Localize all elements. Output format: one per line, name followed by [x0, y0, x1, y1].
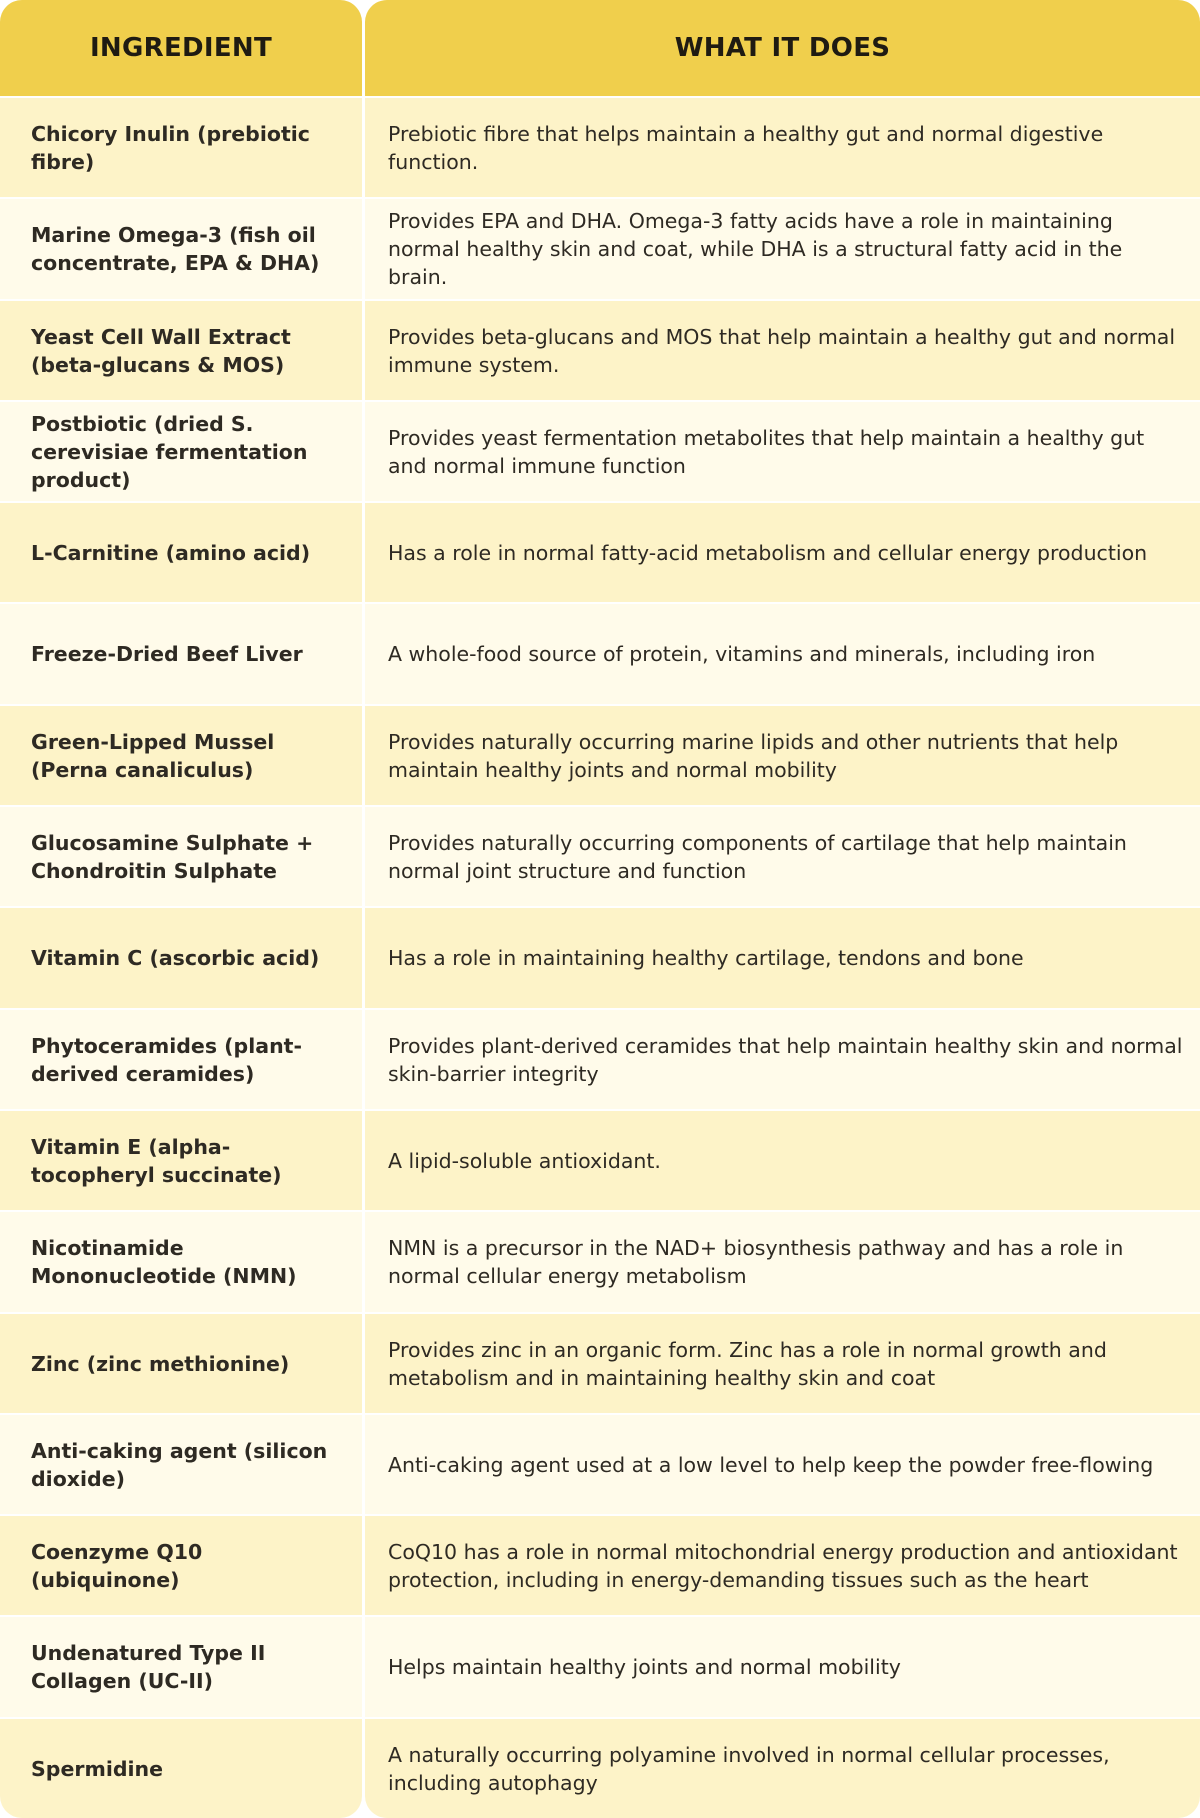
description-cell	[365, 602, 1200, 704]
description-column	[365, 0, 1200, 1818]
description-cell	[365, 906, 1200, 1008]
ingredient-description: Provides naturally occurring marine lipids and other nutrients that help maintain healthy joints and normal mobility	[388, 729, 1119, 782]
ingredient-name: Marine Omega-3 (fish oil concentrate, EPA & DHA)	[31, 223, 320, 275]
ingredient-description: Provides zinc in an organic form. Zinc has a role in normal growth and metabolism and in maintaining healthy skin and coat	[388, 1337, 1107, 1390]
description-cell	[365, 1210, 1200, 1312]
description-cell	[365, 1413, 1200, 1514]
description-cell	[365, 400, 1200, 501]
description-cell	[365, 1615, 1200, 1717]
description-cell	[365, 299, 1200, 400]
ingredient-name: Nicotinamide Mononucleotide (NMN)	[31, 1236, 297, 1288]
ingredient-cell	[0, 400, 362, 501]
ingredient-list	[0, 96, 362, 1818]
ingredient-cell	[0, 299, 362, 400]
ingredient-name: Undenatured Type II Collagen (UC-II)	[31, 1641, 266, 1693]
ingredient-cell	[0, 1008, 362, 1109]
ingredient-cell	[0, 1615, 362, 1717]
ingredient-name: L-Carnitine (amino acid)	[31, 540, 311, 565]
description-cell	[365, 1514, 1200, 1615]
description-list	[365, 96, 1200, 1818]
ingredient-name: Freeze-Dried Beef Liver	[31, 642, 303, 666]
ingredient-description: Anti-caking agent used at a low level to help keep the powder free-flowing	[388, 1452, 1154, 1477]
ingredient-cell	[0, 906, 362, 1008]
ingredient-description: Provides naturally occurring components of cartilage that help maintain normal joint structure and function	[388, 830, 1127, 883]
ingredient-name: Yeast Cell Wall Extract (beta-glucans & MOS)	[31, 324, 291, 377]
description-cell	[365, 1312, 1200, 1413]
ingredient-description: A whole-food source of protein, vitamins and minerals, including iron	[388, 642, 1096, 666]
ingredient-cell	[0, 1413, 362, 1514]
ingredient-name: Anti-caking agent (silicon dioxide)	[31, 1438, 328, 1491]
ingredient-description: A lipid-soluble antioxidant.	[388, 1148, 661, 1173]
ingredient-description: CoQ10 has a role in normal mitochondrial energy production and antioxidant protection, including in energy-demanding tissues such as the heart	[388, 1539, 1178, 1592]
ingredient-column	[0, 0, 362, 1818]
ingredient-name: Glucosamine Sulphate + Chondroitin Sulphate	[31, 830, 314, 883]
ingredient-cell	[0, 1717, 362, 1818]
ingredient-cell	[0, 501, 362, 602]
description-cell	[365, 805, 1200, 906]
description-cell	[365, 1109, 1200, 1210]
description-cell	[365, 197, 1200, 299]
description-cell	[365, 1717, 1200, 1818]
ingredient-name: Postbiotic (dried S. cerevisiae fermentation product)	[31, 411, 308, 492]
ingredient-description: Has a role in maintaining healthy cartilage, tendons and bone	[388, 946, 1024, 970]
ingredient-description: Provides EPA and DHA. Omega-3 fatty acids have a role in maintaining normal healthy skin and coat, while DHA is a structural fatty acid in the brain.	[388, 209, 1123, 289]
ingredient-cell	[0, 197, 362, 299]
ingredient-description: Provides plant-derived ceramides that help maintain healthy skin and normal skin-barrier integrity	[388, 1033, 1183, 1086]
ingredient-cell	[0, 1312, 362, 1413]
ingredient-description: NMN is a precursor in the NAD+ biosynthesis pathway and has a role in normal cellular energy metabolism	[388, 1236, 1124, 1288]
ingredient-cell	[0, 704, 362, 805]
ingredient-name: Vitamin C (ascorbic acid)	[31, 946, 320, 970]
description-cell	[365, 501, 1200, 602]
ingredient-description: Prebiotic fibre that helps maintain a healthy gut and normal digestive function.	[388, 121, 1104, 174]
ingredient-cell	[0, 96, 362, 197]
what-it-does-header: WHAT IT DOES	[365, 0, 1200, 96]
ingredient-description: Provides yeast fermentation metabolites that help maintain a healthy gut and normal immune function	[388, 425, 1145, 478]
ingredient-description: Helps maintain healthy joints and normal mobility	[388, 1655, 901, 1679]
description-cell	[365, 704, 1200, 805]
ingredient-description: A naturally occurring polyamine involved in normal cellular processes, including autophagy	[388, 1742, 1110, 1795]
description-cell	[365, 1008, 1200, 1109]
ingredient-name: Vitamin E (alpha-tocopheryl succinate)	[31, 1134, 282, 1187]
ingredient-header: INGREDIENT	[0, 0, 362, 96]
ingredient-name: Chicory Inulin (prebiotic fibre)	[31, 121, 310, 174]
ingredient-cell	[0, 1210, 362, 1312]
ingredient-name: Phytoceramides (plant-derived ceramides)	[31, 1033, 302, 1086]
ingredient-cell	[0, 602, 362, 704]
ingredient-description: Provides beta-glucans and MOS that help maintain a healthy gut and normal immune system.	[388, 324, 1176, 377]
ingredient-cell	[0, 805, 362, 906]
ingredient-name: Spermidine	[31, 1756, 164, 1781]
ingredient-cell	[0, 1514, 362, 1615]
ingredient-name: Coenzyme Q10 (ubiquinone)	[31, 1539, 203, 1592]
ingredient-name: Zinc (zinc methionine)	[31, 1351, 290, 1376]
ingredient-cell	[0, 1109, 362, 1210]
ingredient-name: Green-Lipped Mussel (Perna canaliculus)	[31, 729, 275, 782]
description-cell	[365, 96, 1200, 197]
ingredient-description: Has a role in normal fatty-acid metabolism and cellular energy production	[388, 540, 1148, 565]
